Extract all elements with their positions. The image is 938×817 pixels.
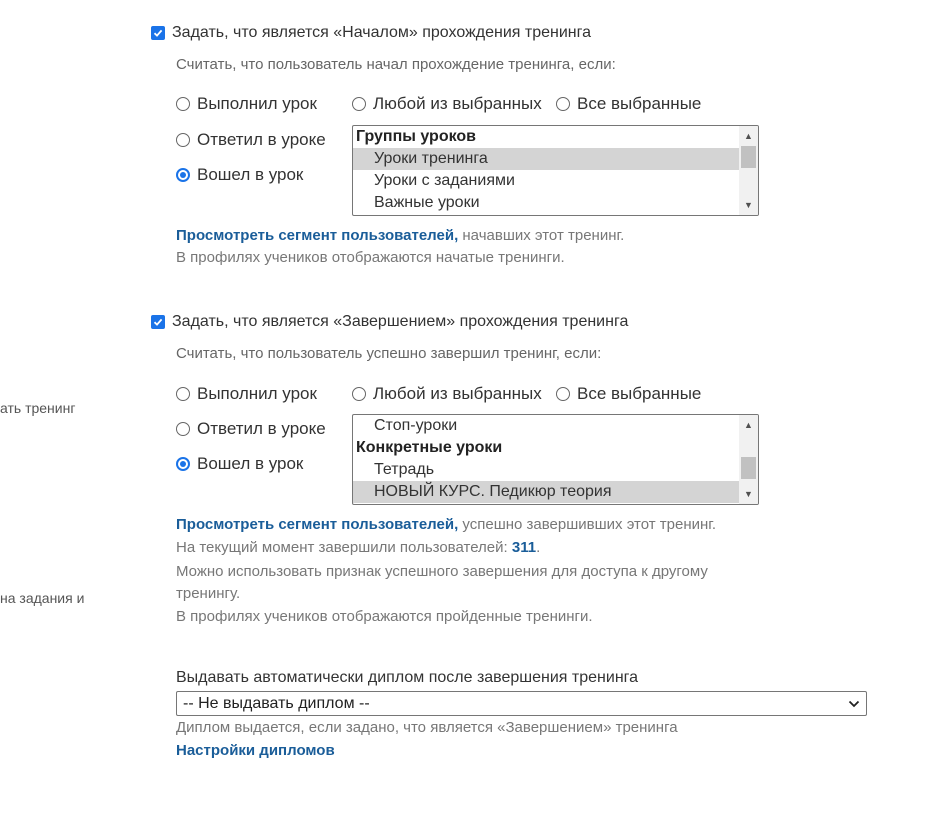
finish-radio-done[interactable]: [176, 384, 317, 404]
finish-access-note-1: Можно использовать признак успешного завершения для доступа к другому: [176, 563, 708, 580]
start-segment-text: начавших этот тренинг.: [458, 227, 625, 244]
scroll-down-icon[interactable]: ▼: [744, 200, 753, 210]
listbox-option[interactable]: НОВЫЙ КУРС. Педикюр теория: [353, 481, 758, 503]
finish-segment-link[interactable]: Просмотреть сегмент пользователей,: [176, 516, 459, 533]
completed-suffix: .: [536, 539, 541, 556]
finish-radio-answered[interactable]: [176, 419, 326, 439]
finish-access-note-2: тренингу.: [176, 585, 241, 602]
start-segment-link[interactable]: Просмотреть сегмент пользователей,: [176, 227, 459, 244]
finish-section-header: [151, 313, 628, 331]
radio-button[interactable]: [352, 97, 366, 111]
scroll-thumb[interactable]: [741, 146, 756, 168]
start-lessons-listbox[interactable]: [352, 125, 759, 216]
listbox-option[interactable]: Важные уроки: [374, 194, 480, 211]
finish-profile-note: В профилях учеников отображаются пройденные тренинги.: [176, 608, 593, 625]
radio-button[interactable]: [352, 387, 366, 401]
listbox-group-label: Группы уроков: [356, 128, 476, 145]
scroll-up-icon[interactable]: ▲: [744, 420, 753, 430]
start-segment-line: [176, 227, 624, 244]
diploma-label: Выдавать автоматически диплом после завершения тренинга: [176, 669, 639, 686]
radio-button[interactable]: [556, 387, 570, 401]
checkmark-icon: [153, 28, 163, 38]
listbox-option[interactable]: Тетрадь: [374, 461, 435, 478]
listbox-group-label: Конкретные уроки: [356, 439, 503, 456]
radio-label: Ответил в уроке: [197, 419, 326, 438]
radio-button[interactable]: [176, 387, 190, 401]
scroll-down-icon[interactable]: ▼: [744, 489, 753, 499]
listbox-scrollbar[interactable]: [739, 415, 758, 504]
radio-button[interactable]: [176, 133, 190, 147]
start-radio-any[interactable]: [352, 94, 542, 114]
radio-label: Любой из выбранных: [373, 384, 542, 403]
listbox-option[interactable]: Стоп-уроки: [374, 417, 458, 434]
finish-completed-line: [176, 539, 540, 556]
start-radio-answered[interactable]: [176, 130, 326, 150]
radio-button-checked[interactable]: [176, 168, 190, 182]
radio-label: Все выбранные: [577, 384, 702, 403]
start-section-header: [151, 24, 591, 42]
completed-prefix: На текущий момент завершили пользователей:: [176, 539, 512, 556]
start-condition-text: Считать, что пользователь начал прохождение тренинга, если:: [176, 56, 616, 73]
radio-label: Вошел в урок: [197, 165, 304, 184]
radio-button[interactable]: [176, 422, 190, 436]
diploma-hint: Диплом выдается, если задано, что является «Завершением» тренинга: [176, 719, 678, 736]
finish-lessons-listbox[interactable]: [352, 414, 759, 505]
radio-button[interactable]: [176, 97, 190, 111]
finish-checkbox-label[interactable]: Задать, что является «Завершением» прохождения тренинга: [172, 313, 629, 330]
radio-label: Выполнил урок: [197, 384, 317, 403]
scroll-up-icon[interactable]: ▲: [744, 131, 753, 141]
radio-label: Все выбранные: [577, 94, 702, 113]
listbox-option[interactable]: Уроки тренинга: [353, 148, 758, 170]
start-checkbox-label[interactable]: Задать, что является «Началом» прохождения тренинга: [172, 24, 591, 41]
scroll-thumb[interactable]: [741, 457, 756, 479]
radio-button[interactable]: [556, 97, 570, 111]
finish-radio-entered[interactable]: [176, 454, 303, 474]
radio-label: Выполнил урок: [197, 94, 317, 113]
finish-condition-text: Считать, что пользователь успешно завершил тренинг, если:: [176, 345, 602, 362]
checkmark-icon: [153, 317, 163, 327]
radio-button-checked[interactable]: [176, 457, 190, 471]
finish-checkbox[interactable]: [151, 315, 165, 329]
diploma-settings-link[interactable]: Настройки дипломов: [176, 742, 335, 759]
finish-radio-any[interactable]: [352, 384, 542, 404]
finish-radio-all[interactable]: [556, 384, 701, 404]
finish-segment-text: успешно завершивших этот тренинг.: [458, 516, 717, 533]
listbox-option[interactable]: Уроки с заданиями: [374, 172, 515, 189]
radio-label: Ответил в уроке: [197, 130, 326, 149]
finish-segment-line: [176, 516, 716, 533]
listbox-scrollbar[interactable]: [739, 126, 758, 215]
start-radio-entered[interactable]: [176, 165, 303, 185]
diploma-selected-option: -- Не выдавать диплом --: [183, 694, 370, 712]
start-profile-note: В профилях учеников отображаются начатые тренинги.: [176, 249, 565, 266]
diploma-select[interactable]: [176, 691, 867, 716]
start-radio-all[interactable]: [556, 94, 701, 114]
sidebar-fragment-1: ать тренинг: [0, 400, 76, 416]
completed-count[interactable]: 311: [511, 539, 537, 556]
start-radio-done[interactable]: [176, 94, 317, 114]
radio-label: Вошел в урок: [197, 454, 304, 473]
chevron-down-icon: [848, 700, 860, 708]
sidebar-fragment-2: на задания и: [0, 590, 85, 606]
start-checkbox[interactable]: [151, 26, 165, 40]
radio-label: Любой из выбранных: [373, 94, 542, 113]
